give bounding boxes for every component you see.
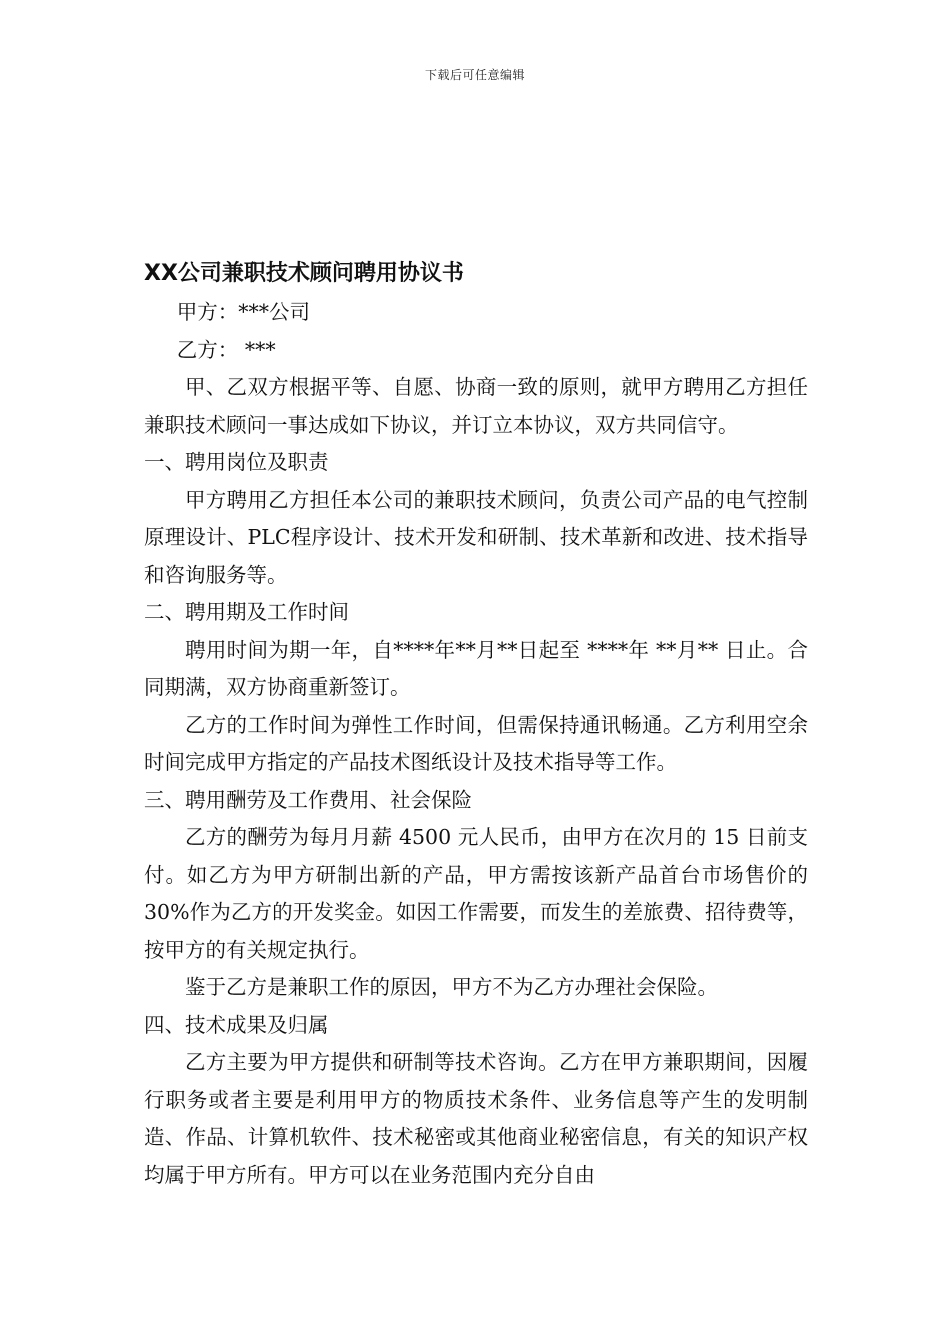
section-paragraph: 甲方聘用乙方担任本公司的兼职技术顾问，负责公司产品的电气控制原理设计、PLC程序设计、技术开发和研制、技术革新和改进、技术指导和咨询服务等。 (144, 487, 808, 587)
section-heading: 二、聘用期及工作时间 (144, 600, 349, 624)
section-paragraph: 乙方的工作时间为弹性工作时间，但需保持通讯畅通。乙方利用空余时间完成甲方指定的产品技术图纸设计及技术指导等工作。 (144, 712, 808, 774)
section-paragraph: 乙方主要为甲方提供和研制等技术咨询。乙方在甲方兼职期间，因履行职务或者主要是利用甲方的物质技术条件、业务信息等产生的发明制造、作品、计算机软件、技术秘密或其他商业秘密信息，有关的知识产权均属于甲方所有。甲方可以在业务范围内充分自由 (144, 1050, 808, 1187)
party-b-line: 乙方： *** (176, 337, 276, 362)
section-paragraph: 聘用时间为期一年，自****年**月**日起至 ****年 **月** 日止。合同期满，双方协商重新签订。 (144, 637, 808, 699)
section-heading: 四、技术成果及归属 (144, 1012, 329, 1037)
section-heading: 一、聘用岗位及职责 (144, 450, 329, 474)
document-body (144, 254, 808, 1194)
document-title: XX公司兼职技术顾问聘用协议书 (144, 261, 464, 286)
section-paragraph: 鉴于乙方是兼职工作的原因，甲方不为乙方办理社会保险。 (185, 975, 718, 999)
party-a-line: 甲方：***公司 (176, 300, 311, 324)
page-header-note: 下载后可任意编辑 (424, 68, 525, 82)
section-paragraph: 乙方的酬劳为每月月薪 4500 元人民币，由甲方在次月的 15 日前支付。如乙方为甲方研制出新的产品，甲方需按该新产品首台市场售价的 30%作为乙方的开发奖金。如因工作需要，而发生的差旅费、招待费等，按甲方的有关规定执行。 (144, 825, 808, 962)
section-heading: 三、聘用酬劳及工作费用、社会保险 (144, 787, 472, 812)
preamble-paragraph: 甲、乙双方根据平等、自愿、协商一致的原则，就甲方聘用乙方担任兼职技术顾问一事达成如下协议，并订立本协议，双方共同信守。 (144, 375, 808, 437)
